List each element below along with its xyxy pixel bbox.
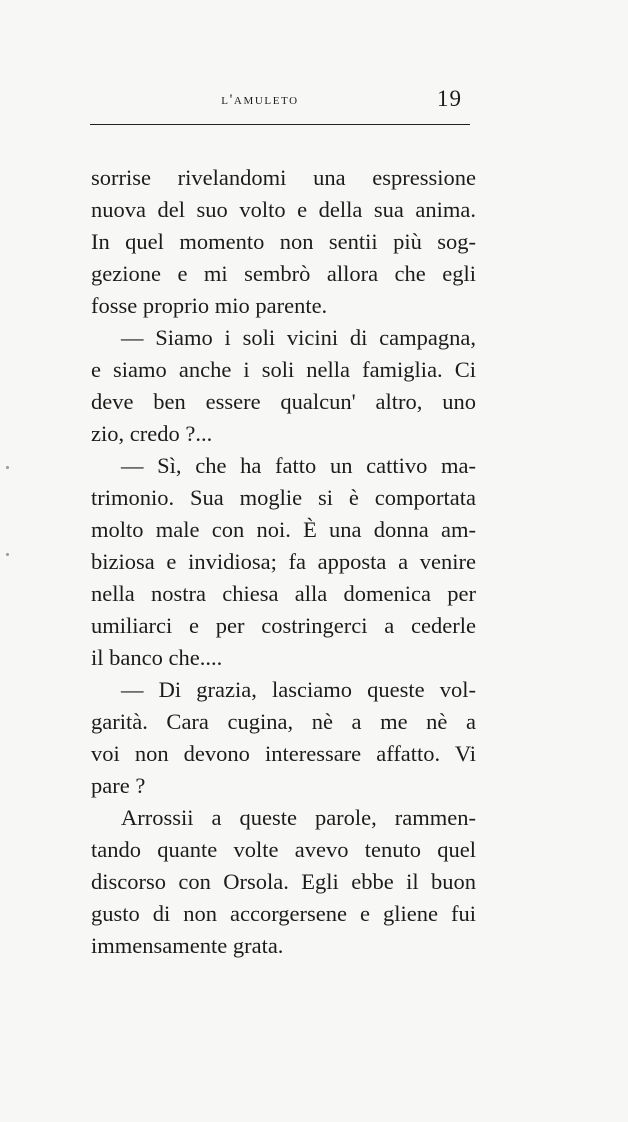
text-line: immensamente grata. — [91, 933, 284, 958]
text-line: zio, credo ?... — [91, 421, 213, 446]
text-line: In quel momento non sentii più sog- — [91, 229, 476, 254]
header-rule — [90, 124, 470, 125]
text-body — [91, 162, 476, 962]
margin-speck — [6, 553, 9, 556]
text-line: gusto di non accorgersene e gliene fui — [91, 901, 476, 926]
text-line: deve ben essere qualcun' altro, uno — [91, 389, 476, 414]
text-line: pare ? — [91, 773, 146, 798]
text-line: nuova del suo volto e della sua anima. — [91, 197, 476, 222]
text-line: il banco che.... — [91, 645, 223, 670]
text-line: gezione e mi sembrò allora che egli — [91, 261, 476, 286]
text-line: umiliarci e per costringerci a cederle — [91, 613, 476, 638]
text-line: biziosa e invidiosa; fa apposta a venire — [91, 549, 476, 574]
text-line: sorrise rivelandomi una espressione — [91, 165, 476, 190]
text-line: tando quante volte avevo tenuto quel — [91, 837, 476, 862]
text-line: discorso con Orsola. Egli ebbe il buon — [91, 869, 476, 894]
text-line: trimonio. Sua moglie si è comportata — [91, 485, 476, 510]
text-line: molto male con noi. È una donna am- — [91, 517, 476, 542]
running-head — [90, 84, 470, 114]
text-line: — Sì, che ha fatto un cattivo ma- — [121, 453, 476, 478]
text-line: garità. Cara cugina, nè a me nè a — [91, 709, 476, 734]
margin-speck — [6, 466, 9, 469]
page-number: 19 — [437, 86, 462, 111]
running-title: l'amuleto — [221, 92, 299, 108]
text-line: voi non devono interessare affatto. Vi — [91, 741, 476, 766]
text-line: nella nostra chiesa alla domenica per — [91, 581, 476, 606]
text-line: Arrossii a queste parole, rammen- — [121, 805, 476, 830]
text-line: fosse proprio mio parente. — [91, 293, 328, 318]
text-line: — Siamo i soli vicini di campagna, — [121, 325, 476, 350]
text-line: — Di grazia, lasciamo queste vol- — [121, 677, 476, 702]
text-line: e siamo anche i soli nella famiglia. Ci — [91, 357, 476, 382]
